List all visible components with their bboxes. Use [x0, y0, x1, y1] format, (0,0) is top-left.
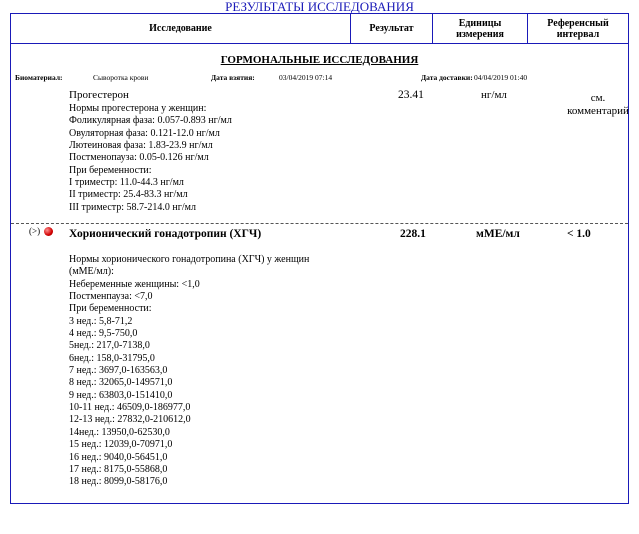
hcg-notes	[69, 254, 309, 489]
header-reference-line2: интервал	[556, 28, 600, 40]
unit-hcg: мМЕ/мл	[476, 228, 520, 240]
note-line: 12-13 нед.: 27832,0-210612,0	[69, 414, 191, 426]
header-units	[433, 14, 528, 44]
reference-progesterone-line1: см.	[590, 92, 606, 104]
result-progesterone: 23.41	[398, 89, 424, 101]
note-line: Фоликулярная фаза: 0.057-0.893 нг/мл	[69, 115, 232, 127]
note-line: (мМЕ/мл):	[69, 266, 114, 278]
header-units-line2: измерения	[456, 28, 504, 40]
taken-label: Дата взятия:	[211, 73, 255, 82]
header-units-line1: Единицы	[458, 17, 502, 29]
header-reference	[528, 14, 628, 44]
note-line: 18 нед.: 8099,0-58176,0	[69, 476, 168, 488]
note-line: 4 нед.: 9,5-750,0	[69, 328, 138, 340]
red-dot-icon	[44, 227, 53, 236]
biomaterial-value: Сыворотка крови	[93, 73, 149, 82]
note-line: 17 нед.: 8175,0-55868,0	[69, 463, 168, 475]
header-study: Исследование	[11, 14, 351, 44]
note-line: II триместр: 25.4-83.3 нг/мл	[69, 189, 188, 201]
reference-hcg: < 1.0	[567, 228, 591, 240]
progesterone-notes	[69, 103, 232, 214]
note-line: 14нед.: 13950,0-62530,0	[69, 426, 170, 438]
note-line: Лютеиновая фаза: 1.83-23.9 нг/мл	[69, 140, 213, 152]
note-line: 16 нед.: 9040,0-56451,0	[69, 451, 168, 463]
note-line: 15 нед.: 12039,0-70971,0	[69, 439, 173, 451]
abnormal-flag: (>)	[29, 226, 41, 236]
delivery-label: Дата доставки:	[421, 73, 473, 82]
header-reference-line1: Референсный	[547, 17, 609, 29]
results-table	[10, 13, 629, 504]
note-line: 7 нед.: 3697,0-163563,0	[69, 365, 168, 377]
note-line: I триместр: 11.0-44.3 нг/мл	[69, 177, 184, 189]
header-result: Результат	[351, 14, 433, 44]
test-name-progesterone: Прогестерон	[69, 89, 129, 101]
reference-progesterone	[548, 92, 639, 118]
reference-progesterone-line2: комментарий	[567, 105, 629, 117]
note-line: Постменопауза: 0.05-0.126 нг/мл	[69, 152, 209, 164]
note-line: 9 нед.: 63803,0-151410,0	[69, 389, 173, 401]
biomaterial-label: Биоматериал:	[15, 73, 63, 82]
note-line: 3 нед.: 5,8-71,2	[69, 315, 133, 327]
note-line: При беременности:	[69, 303, 152, 315]
result-hcg: 228.1	[400, 228, 426, 240]
delivery-value: 04/04/2019 01:40	[474, 73, 528, 82]
note-line: Нормы прогестерона у женщин:	[69, 103, 207, 114]
note-line: 6нед.: 158,0-31795,0	[69, 352, 155, 364]
note-line: III триместр: 58.7-214.0 нг/мл	[69, 201, 196, 213]
note-line: Постменпауза: <7,0	[69, 291, 153, 303]
note-line: При беременности:	[69, 164, 152, 176]
note-line: 5нед.: 217,0-7138,0	[69, 340, 150, 352]
section-title: ГОРМОНАЛЬНЫЕ ИССЛЕДОВАНИЯ	[220, 54, 419, 66]
test-name-hcg: Хорионический гонадотропин (ХГЧ)	[69, 228, 262, 240]
row-divider	[11, 223, 628, 224]
unit-progesterone: нг/мл	[481, 89, 507, 101]
taken-value: 03/04/2019 07:14	[279, 73, 333, 82]
page-title: РЕЗУЛЬТАТЫ ИССЛЕДОВАНИЯ	[225, 0, 414, 14]
note-line: 8 нед.: 32065,0-149571,0	[69, 377, 173, 389]
note-line: 10-11 нед.: 46509,0-186977,0	[69, 402, 191, 414]
note-line: Небеременные женщины: <1,0	[69, 278, 200, 290]
note-line: Овуляторная фаза: 0.121-12.0 нг/мл	[69, 127, 220, 139]
note-line: Нормы хорионического гонадотропина (ХГЧ) у женщин	[69, 254, 310, 265]
